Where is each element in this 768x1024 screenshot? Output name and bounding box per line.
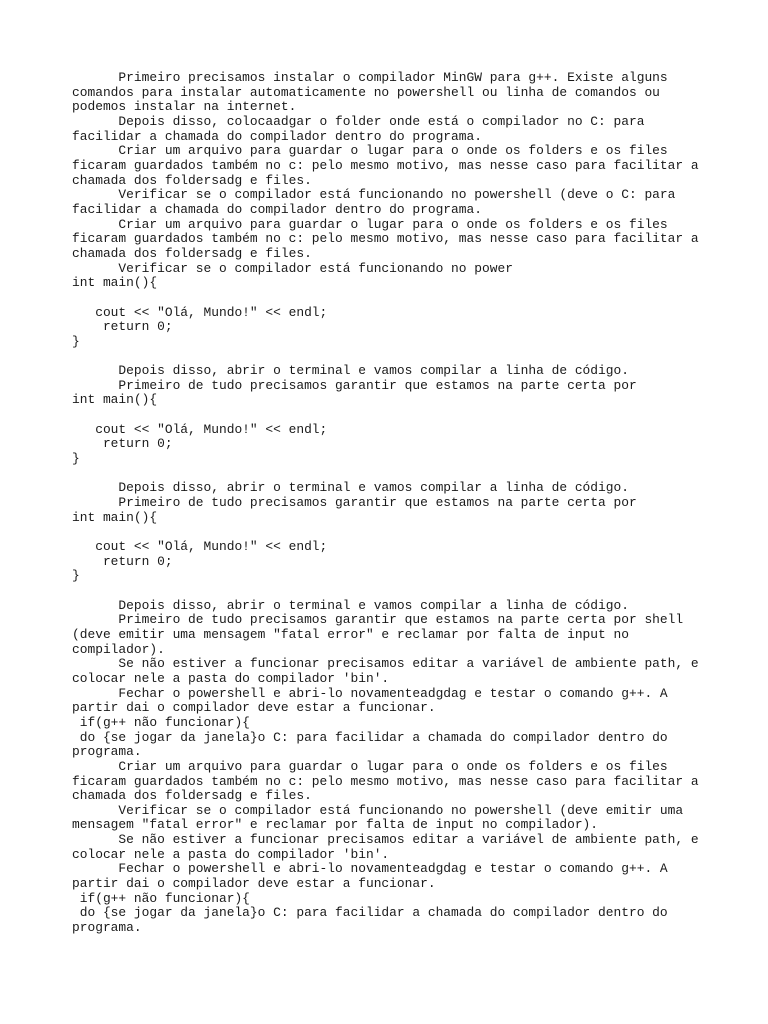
text-line: cout << "Olá, Mundo!" << endl; <box>72 539 328 554</box>
text-line: ficaram guardados também no c: pelo mesmo motivo, mas nesse caso para facilitar a <box>72 157 699 173</box>
text-line: Fechar o powershell e abri-lo novamenteadgdag e testar o comando g++. A <box>72 861 668 877</box>
text-line: return 0; <box>72 436 173 452</box>
text-line: Depois disso, abrir o terminal e vamos compilar a linha de código. <box>72 480 629 496</box>
text-line <box>72 349 692 364</box>
text-line: if(g++ não funcionar){ <box>72 714 250 730</box>
text-line: chamada dos foldersadg e files. <box>72 788 312 804</box>
text-line: programa. <box>72 920 142 936</box>
text-line <box>72 584 692 599</box>
text-line: comandos para instalar automaticamente no powershell ou linha de comandos ou <box>72 84 660 100</box>
text-line: Primeiro de tudo precisamos garantir que estamos na parte certa por <box>72 377 637 393</box>
text-line: Criar um arquivo para guardar o lugar para o onde os folders e os files <box>72 143 668 159</box>
text-line: Depois disso, abrir o terminal e vamos compilar a linha de código. <box>72 597 629 613</box>
text-line: Verificar se o compilador está funcionando no powershell (deve o C: para <box>72 187 676 203</box>
text-line: colocar nele a pasta do compilador 'bin'. <box>72 670 390 686</box>
text-line: return 0; <box>72 319 173 335</box>
text-line: Depois disso, colocaadgar o folder onde está o compilador no C: para <box>72 113 645 129</box>
text-line: colocar nele a pasta do compilador 'bin'. <box>72 846 390 862</box>
text-line: Primeiro de tudo precisamos garantir que estamos na parte certa por shell <box>72 612 684 628</box>
text-line: Fechar o powershell e abri-lo novamenteadgdag e testar o comando g++. A <box>72 685 668 701</box>
text-line: int main(){ <box>72 392 158 408</box>
text-line: facilidar a chamada do compilador dentro do programa. <box>72 128 482 144</box>
text-line <box>72 291 692 306</box>
text-line: cout << "Olá, Mundo!" << endl; <box>72 304 328 320</box>
text-line: (deve emitir uma mensagem "fatal error" e reclamar por falta de input no <box>72 626 629 642</box>
text-line: if(g++ não funcionar){ <box>72 890 250 906</box>
text-line: ficaram guardados também no c: pelo mesmo motivo, mas nesse caso para facilitar a <box>72 773 699 789</box>
text-line: chamada dos foldersadg e files. <box>72 245 312 261</box>
text-line: Primeiro precisamos instalar o compilador MinGW para g++. Existe alguns <box>72 70 668 85</box>
text-line: return 0; <box>72 553 173 569</box>
document-body <box>72 70 699 936</box>
text-line: Verificar se o compilador está funcionando no powershell (deve emitir uma <box>72 802 684 818</box>
text-line: partir dai o compilador deve estar a funcionar. <box>72 876 436 892</box>
text-line: Primeiro de tudo precisamos garantir que estamos na parte certa por <box>72 495 637 511</box>
text-line <box>72 525 692 540</box>
text-line: facilidar a chamada do compilador dentro do programa. <box>72 201 482 217</box>
text-line <box>72 467 692 482</box>
text-line: Se não estiver a funcionar precisamos editar a variável de ambiente path, e <box>72 832 699 848</box>
text-line: } <box>72 333 80 349</box>
text-line: do {se jogar da janela}o C: para facilidar a chamada do compilador dentro do <box>72 729 668 745</box>
text-line: ficaram guardados também no c: pelo mesmo motivo, mas nesse caso para facilitar a <box>72 231 699 247</box>
text-line: Criar um arquivo para guardar o lugar para o onde os folders e os files <box>72 216 668 232</box>
text-line: podemos instalar na internet. <box>72 99 297 115</box>
text-line: do {se jogar da janela}o C: para facilidar a chamada do compilador dentro do <box>72 905 668 921</box>
text-line: Verificar se o compilador está funcionando no power <box>72 260 513 276</box>
text-line: Se não estiver a funcionar precisamos editar a variável de ambiente path, e <box>72 656 699 672</box>
text-line: programa. <box>72 744 142 760</box>
text-line: int main(){ <box>72 509 158 525</box>
text-line: partir dai o compilador deve estar a funcionar. <box>72 700 436 716</box>
text-line: int main(){ <box>72 275 158 291</box>
text-line: Criar um arquivo para guardar o lugar para o onde os folders e os files <box>72 758 668 774</box>
text-line: Depois disso, abrir o terminal e vamos compilar a linha de código. <box>72 363 629 379</box>
text-line: mensagem "fatal error" e reclamar por falta de input no compilador). <box>72 817 599 833</box>
text-line: compilador). <box>72 641 165 657</box>
text-line: } <box>72 451 80 467</box>
text-line: cout << "Olá, Mundo!" << endl; <box>72 421 328 437</box>
text-line <box>72 408 692 423</box>
text-line: chamada dos foldersadg e files. <box>72 172 312 188</box>
text-line: } <box>72 568 80 584</box>
